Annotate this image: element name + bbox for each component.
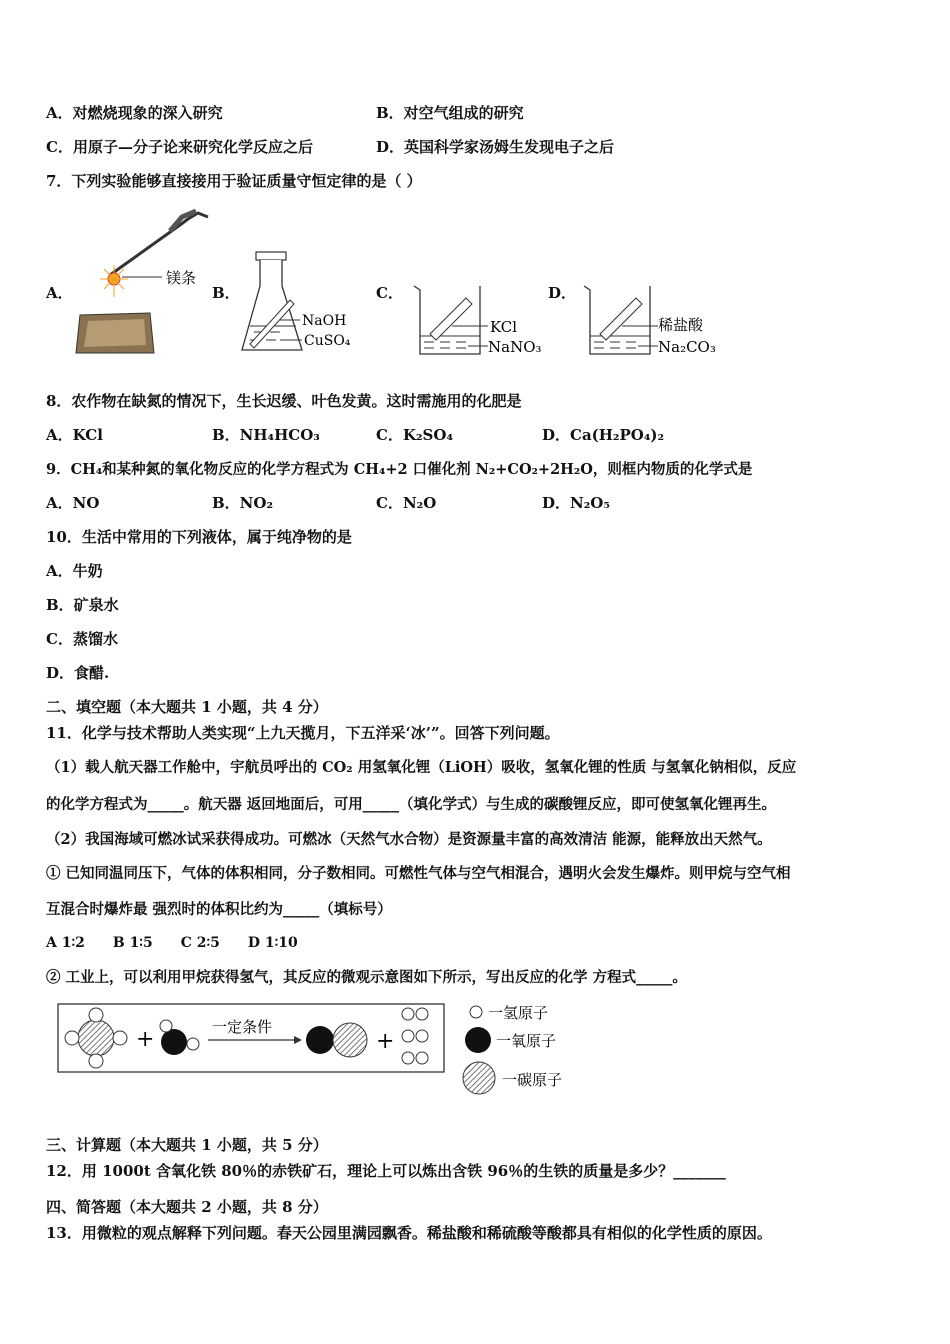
beaker-d-figure [582,284,732,360]
q8-stem: 8．农作物在缺氮的情况下，生长迟缓、叶色发黄。这时需施用的化肥是 [46,392,522,410]
q13-stem: 13．用微粒的观点解释下列问题。春天公园里满园飘香。稀盐酸和稀硫酸等酸都具有相似的化学性质的原因。 [46,1224,772,1242]
plus-sign-2: + [376,1029,395,1054]
q11-part2: （2）我国海域可燃冰试采获得成功。可燃冰（天然气水合物）是资源量丰富的高效清洁 能源，能释放出天然气。 [46,831,772,848]
q6-option-c: C．用原子—分子论来研究化学反应之后 [46,138,313,156]
q11-stem: 11．化学与技术帮助人类实现“上九天揽月，下五洋采‘冰’”。回答下列问题。 [46,724,560,742]
methane-carbon-atom [78,1020,114,1056]
section-2-heading: 二、填空题（本大题共 1 小题，共 4 分） [46,698,328,716]
q10-option-b: B．矿泉水 [46,596,119,614]
nano3-label: NaNO₃ [488,338,542,356]
q8-option-b: B．NH₄HCO₃ [212,426,320,444]
q6-option-d: D．英国科学家汤姆生发现电子之后 [376,138,615,156]
q12-stem: 12．用 1000t 含氧化铁 80％的赤铁矿石，理论上可以炼出含铁 96％的生铁的质量是多少？_______ [46,1162,726,1180]
section-4-heading: 四、简答题（本大题共 2 小题，共 8 分） [46,1198,328,1216]
na2co3-label: Na₂CO₃ [658,338,716,356]
q8-option-d: D．Ca(H₂PO₄)₂ [542,426,665,444]
q7-letter-d: D． [548,284,577,302]
q11-part1-line2: 的化学方程式为_____。航天器 返回地面后，可用_____（填化学式）与生成的碳酸锂反应，即可使氢氧化锂再生。 [46,796,777,813]
q11-part3-line1: ① 已知同温同压下，气体的体积相同，分子数相同。可燃性气体与空气相混合，遇明火会发生爆炸。则甲烷与空气相 [46,865,791,882]
beaker-c-figure [412,284,552,360]
magnesium-label: 镁条 [166,269,197,287]
hcl-label: 稀盐酸 [658,316,704,334]
magnesium-burning-figure [70,205,210,355]
q10-option-a: A．牛奶 [46,562,103,580]
cuso4-label: CuSO₄ [304,333,351,349]
q11-part4: ② 工业上，可以利用甲烷获得氢气，其反应的微观示意图如下所示，写出反应的化学 方程式_____。 [46,969,687,986]
flask-figure [236,250,366,358]
plus-sign-1: + [136,1027,155,1052]
q6-option-b: B．对空气组成的研究 [376,104,524,122]
q9-option-a: A．NO [46,494,100,512]
kcl-label: KCl [490,318,518,336]
q10-option-d: D．食醋. [46,664,110,682]
q10-option-c: C．蒸馏水 [46,630,118,648]
q9-option-c: C．N₂O [376,494,437,512]
legend-carbon: 一碳原子 [502,1071,563,1089]
legend-oxygen: 一氧原子 [496,1032,557,1050]
q7-stem: 7．下列实验能够直接接用于验证质量守恒定律的是（ ） [46,172,422,190]
legend-hydrogen: 一氢原子 [488,1004,549,1022]
arrow-condition-label: 一定条件 [212,1018,273,1036]
water-oxygen-atom [161,1029,187,1055]
reaction-micro-diagram [56,998,596,1098]
q11-ratio-options: A 1∶2 B 1∶5 C 2∶5 D 1∶10 [46,935,298,951]
q7-letter-b: B． [212,284,240,302]
q8-option-c: C．K₂SO₄ [376,426,454,444]
q7-letter-c: C． [376,284,403,302]
q9-option-d: D．N₂O₅ [542,494,610,512]
q9-option-b: B．NO₂ [212,494,274,512]
q7-letter-a: A． [46,284,73,302]
q6-option-a: A．对燃烧现象的深入研究 [46,104,223,122]
q8-option-a: A．KCl [46,426,103,444]
q10-stem: 10．生活中常用的下列液体，属于纯净物的是 [46,528,352,546]
q11-part3-line2: 互混合时爆炸最 强烈时的体积比约为_____（填标号） [46,901,392,918]
q9-stem: 9．CH₄和某种氮的氧化物反应的化学方程式为 CH₄+2 口催化剂 N₂+CO₂+2H₂O，则框内物质的化学式是 [46,461,753,478]
section-3-heading: 三、计算题（本大题共 1 小题，共 5 分） [46,1136,328,1154]
q11-part1-line1: （1）载人航天器工作舱中，宇航员呼出的 CO₂ 用氢氧化锂（LiOH）吸收，氢氧化锂的性质 与氢氧化钠相似，反应 [46,759,797,776]
naoh-label: NaOH [302,313,347,329]
